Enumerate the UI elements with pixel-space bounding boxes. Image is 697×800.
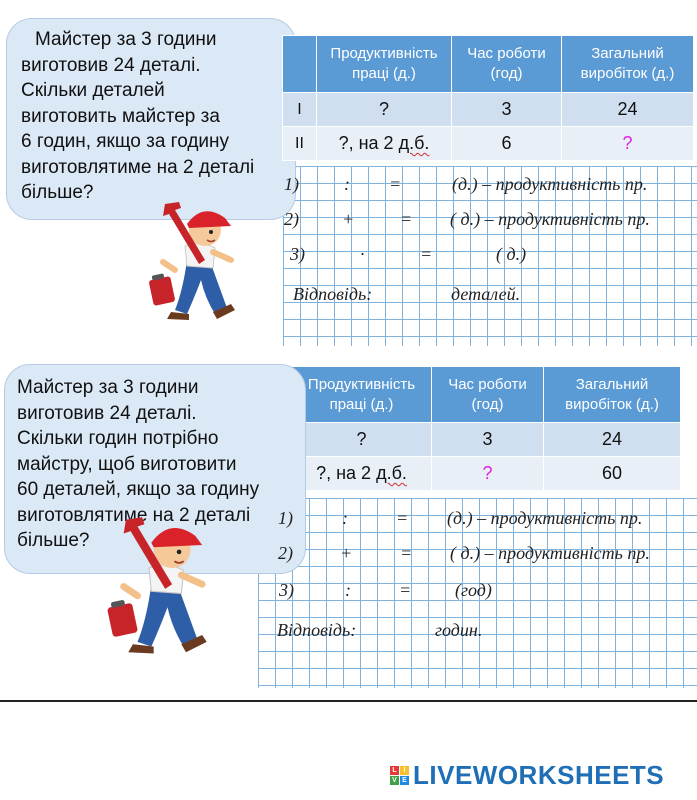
total-cell-unknown[interactable]: ? [562,127,694,161]
time-cell[interactable]: 3 [452,93,562,127]
problem-line: виготовив 24 деталі. [17,402,197,424]
step-equals: = [396,508,409,528]
brand-name: LIVEWORKSHEETS [413,759,665,790]
step-result: (год) [455,580,492,600]
step-equals: = [389,174,402,194]
step-operator: · [360,244,365,264]
abbreviation: д.б. [376,463,407,483]
answer-unit: деталей. [451,284,521,304]
problem-line: 60 деталей, якщо за годину [17,479,260,500]
step-number: 3) [279,580,294,600]
task-2 [0,358,697,698]
productivity-value: ? [378,99,389,119]
step-result: (д.) – продуктивність пр. [452,174,648,194]
problem-line: Майстер за 3 години [35,29,217,50]
productivity-cell[interactable] [292,457,432,491]
liveworksheets-brand[interactable] [390,760,664,790]
plumber-boy-illustration [145,200,270,330]
total-cell[interactable]: 60 [544,457,681,491]
problem-line: Майстер за 3 години [17,377,199,398]
productivity-cell[interactable] [317,127,452,161]
answer-label: Відповідь: [293,284,373,304]
task-1 [0,0,697,350]
data-table [255,366,681,491]
step-equals: = [420,244,433,264]
step-number: 1) [278,508,293,528]
step-result: ( д.) – продуктивність пр. [450,543,650,563]
step-equals: = [399,580,412,600]
step-operator: + [342,209,355,229]
step-result: ( д.) [496,244,527,264]
problem-line: 6 годин, якщо за годину [21,131,230,152]
header-total: Загальний виробіток (д.) [544,367,681,423]
row-label: I [283,93,317,127]
table-row [283,127,694,161]
problem-line: виготовлятиме на 2 деталі [17,504,251,526]
step-operator: + [340,543,353,563]
table-row [283,93,694,127]
time-cell[interactable]: 3 [432,423,544,457]
time-cell-unknown[interactable]: ? [432,457,544,491]
productivity-value: ?, на 2 [316,463,377,483]
data-table [282,35,694,161]
step-operator: : [344,174,350,194]
table-row [256,457,681,491]
abbreviation: д.б. [398,133,430,153]
total-cell[interactable]: 24 [544,423,681,457]
step-result: ( д.) – продуктивність пр. [450,209,650,229]
problem-line: Скільки годин потрібно [17,428,219,449]
header-time: Час роботи (год) [452,36,562,93]
step-operator: : [342,508,348,528]
productivity-cell[interactable] [292,423,432,457]
header-productivity: Продуктивність праці (д.) [317,36,452,93]
problem-line: виготовив 24 деталі. [21,54,201,76]
problem-line: виготовлятиме на 2 деталі [21,156,255,178]
table-row [256,423,681,457]
header-total: Загальний виробіток (д.) [562,36,694,93]
answer-label: Відповідь: [277,620,357,640]
plumber-boy-illustration [100,515,250,665]
page-divider [0,700,697,702]
step-equals: = [400,543,413,563]
answer-unit: годин. [435,620,483,640]
header-productivity: Продуктивність праці (д.) [292,367,432,423]
problem-line: більше? [17,530,90,551]
step-number: 2) [284,209,299,229]
step-number: 3) [290,244,305,264]
productivity-value: ? [356,429,367,449]
productivity-value: ?, на 2 [338,133,399,153]
problem-line: виготовить майстер за [21,105,220,127]
header-time: Час роботи (год) [432,367,544,423]
row-label: II [283,127,317,161]
problem-bubble [6,18,296,220]
corner-cell [283,36,317,93]
liveworksheets-logo-icon: L I V E [390,766,409,785]
step-result: (д.) – продуктивність пр. [447,508,643,528]
total-cell[interactable]: 24 [562,93,694,127]
problem-line: більше? [21,182,94,203]
problem-line: майстру, щоб виготовити [17,453,237,475]
productivity-cell[interactable] [317,93,452,127]
step-number: 2) [278,543,293,563]
problem-line: Скільки деталей [21,80,165,101]
time-cell[interactable]: 6 [452,127,562,161]
step-operator: : [345,580,351,600]
step-equals: = [400,209,413,229]
step-number: 1) [284,174,299,194]
